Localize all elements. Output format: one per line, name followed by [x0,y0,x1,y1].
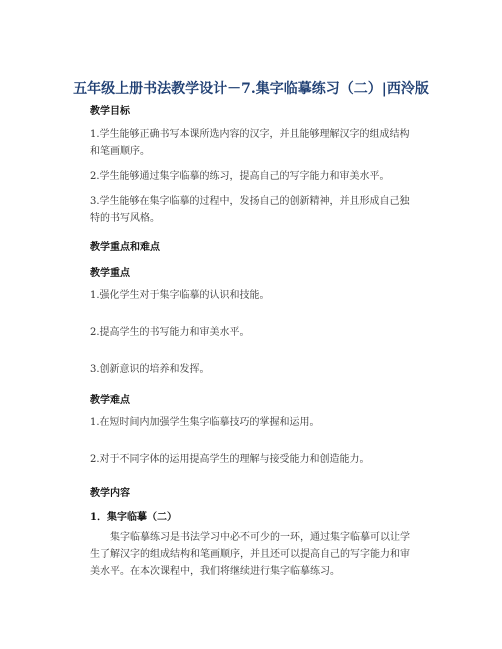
difficult-point-2: 2.对于不同字体的运用提高学生的理解与接受能力和创造能力。 [90,454,370,465]
goal-item-2: 2.学生能够通过集字临摹的练习，提高自己的写字能力和审美水平。 [90,171,390,182]
difficult-points-heading: 教学难点 [90,395,130,406]
content-paragraph: 集字临摹练习是书法学习中必不可少的一环，通过集字临摹可以让学生了解汉字的组成结构和笔画顺序，并且还可以提高自己的写字能力和审美水平。在本次课程中，我们将继续进行集字临摹练习。 [90,532,410,577]
key-points-heading: 教学重点 [90,268,130,279]
content-heading: 教学内容 [90,488,130,499]
key-point-2: 2.提高学生的书写能力和审美水平。 [90,327,250,338]
difficult-point-1: 1.在短时间内加强学生集字临摹技巧的掌握和运用。 [90,417,320,428]
content-sub-heading: 1．集字临摹（二） [90,512,177,523]
goals-heading: 教学目标 [90,106,130,117]
goal-item-1: 1.学生能够正确书写本课所选内容的汉字，并且能够理解汉字的组成结构和笔画顺序。 [90,129,410,157]
goal-item-3: 3.学生能够在集字临摹的过程中，发扬自己的创新精神，并且形成自己独特的书写风格。 [90,196,410,224]
key-point-3: 3.创新意识的培养和发挥。 [90,364,210,375]
key-point-1: 1.强化学生对于集字临摹的认识和技能。 [90,290,270,301]
document-title: 五年级上册书法教学设计－7.集字临摹练习（二）|西泠版 [73,81,429,97]
key-difficult-heading: 教学重点和难点 [90,242,160,253]
